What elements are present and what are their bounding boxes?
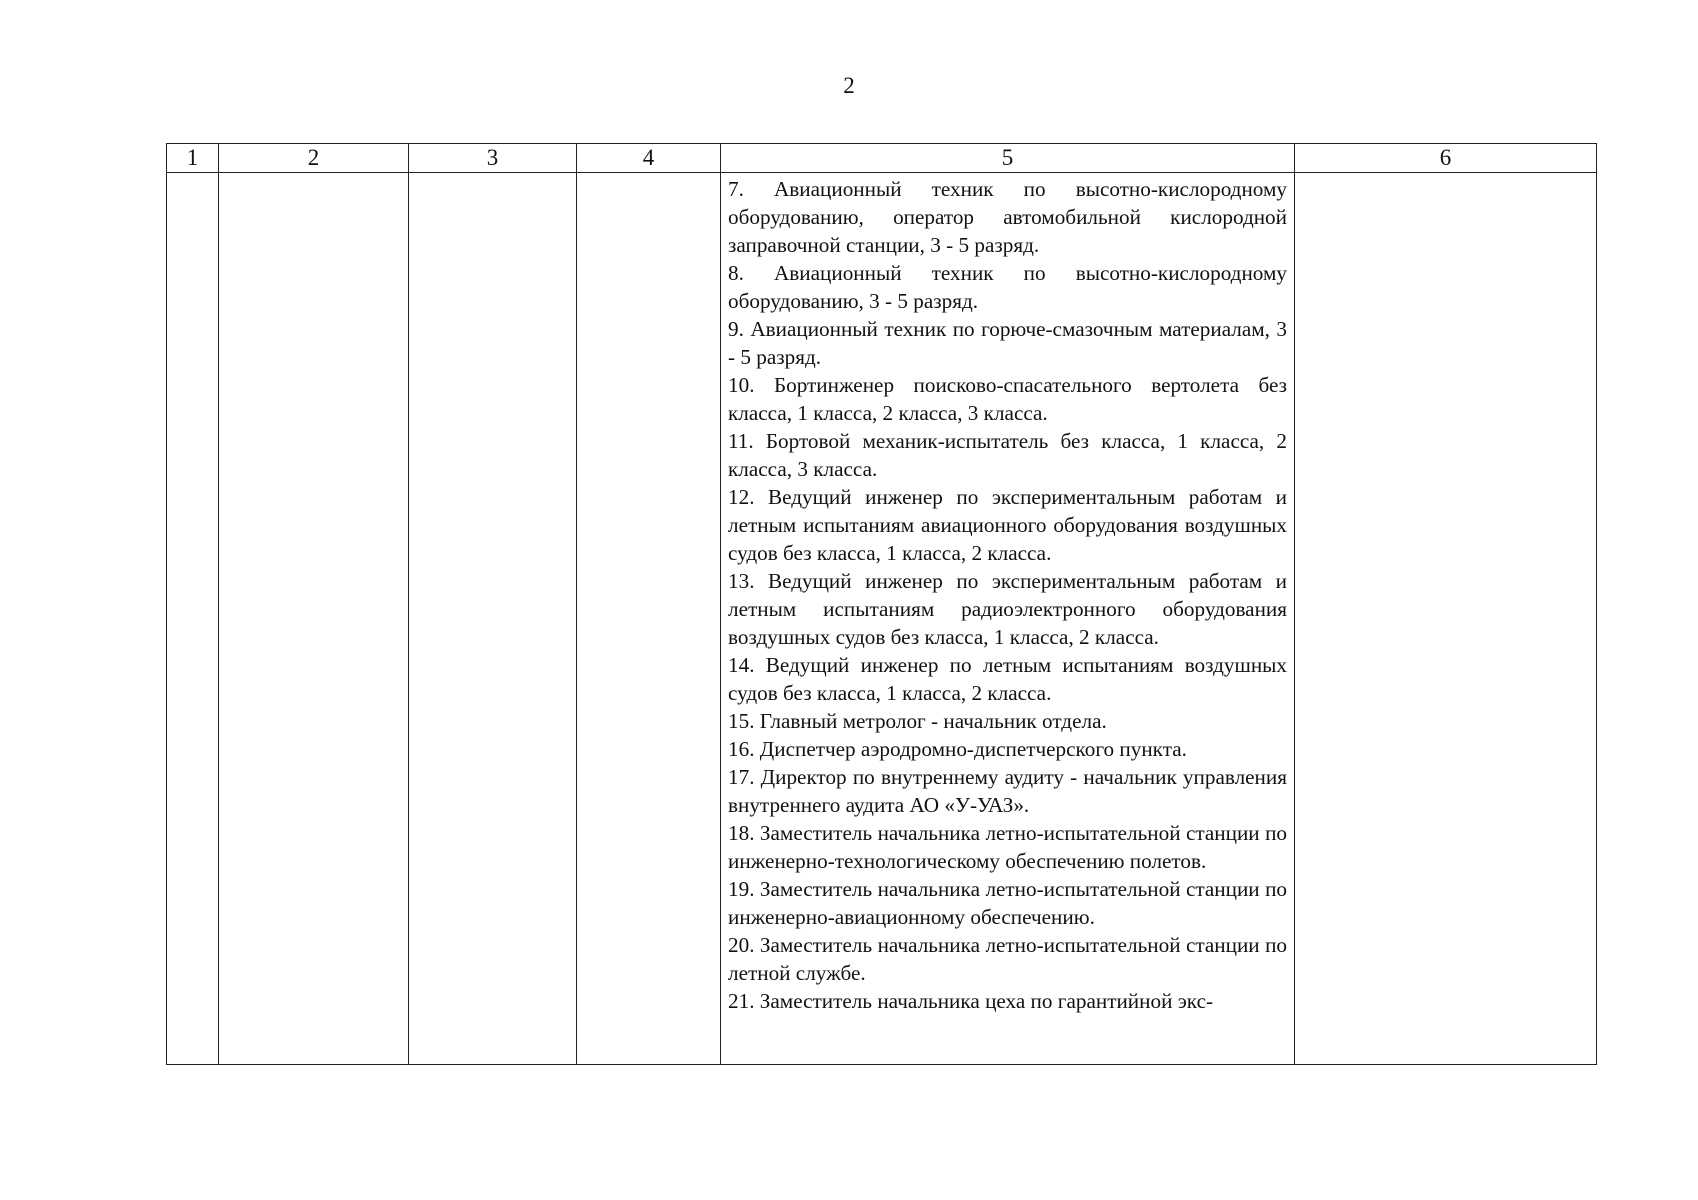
list-item: 21. Заместитель начальника цеха по гарантийной экс- xyxy=(728,989,1214,1013)
document-table xyxy=(166,143,1597,1065)
column-header-2: 2 xyxy=(219,144,409,173)
list-item: 14. Ведущий инженер по летным испытаниям воздушных судов без класса, 1 класса, 2 класса. xyxy=(728,653,1287,705)
table-cell-col5 xyxy=(721,173,1295,1065)
list-item: 15. Главный метролог - начальник отдела. xyxy=(728,709,1107,733)
list-item: 16. Диспетчер аэродромно-диспетчерского пункта. xyxy=(728,737,1187,761)
list-item: 8. Авиационный техник по высотно-кислородному оборудованию, 3 - 5 разряд. xyxy=(728,261,1287,313)
column-header-1: 1 xyxy=(167,144,219,173)
table-cell-col6 xyxy=(1295,173,1597,1065)
position-list xyxy=(721,173,1294,1015)
table-cell-col4 xyxy=(577,173,721,1065)
list-item: 20. Заместитель начальника летно-испытательной станции по летной службе. xyxy=(728,933,1287,985)
list-item: 12. Ведущий инженер по экспериментальным работам и летным испытаниям авиационного оборудования воздушных судов без класса, 1 класса, 2 класса. xyxy=(728,485,1287,565)
table-cell-col1 xyxy=(167,173,219,1065)
table-row xyxy=(167,173,1597,1065)
column-header-6: 6 xyxy=(1295,144,1597,173)
list-item: 11. Бортовой механик-испытатель без класса, 1 класса, 2 класса, 3 класса. xyxy=(728,429,1287,481)
column-header-4: 4 xyxy=(577,144,721,173)
table-header-row xyxy=(167,144,1597,173)
column-header-3: 3 xyxy=(409,144,577,173)
table-cell-col2 xyxy=(219,173,409,1065)
list-item: 19. Заместитель начальника летно-испытательной станции по инженерно-авиационному обеспечению. xyxy=(728,877,1287,929)
page-number: 2 xyxy=(843,73,855,98)
list-item: 17. Директор по внутреннему аудиту - начальник управления внутреннего аудита АО «У-УАЗ». xyxy=(728,765,1287,817)
list-item: 18. Заместитель начальника летно-испытательной станции по инженерно-технологическому обеспечению полетов. xyxy=(728,821,1287,873)
list-item: 7. Авиационный техник по высотно-кислородному оборудованию, оператор автомобильной кислородной заправочной станции, 3 - 5 разряд. xyxy=(728,177,1287,257)
column-header-5: 5 xyxy=(721,144,1295,173)
list-item: 13. Ведущий инженер по экспериментальным работам и летным испытаниям радиоэлектронного оборудования воздушных судов без класса, 1 класса, 2 класса. xyxy=(728,569,1287,649)
list-item: 10. Бортинженер поисково-спасательного вертолета без класса, 1 класса, 2 класса, 3 класса. xyxy=(728,373,1287,425)
list-item: 9. Авиационный техник по горюче-смазочным материалам, 3 - 5 разряд. xyxy=(728,317,1287,369)
table-cell-col3 xyxy=(409,173,577,1065)
